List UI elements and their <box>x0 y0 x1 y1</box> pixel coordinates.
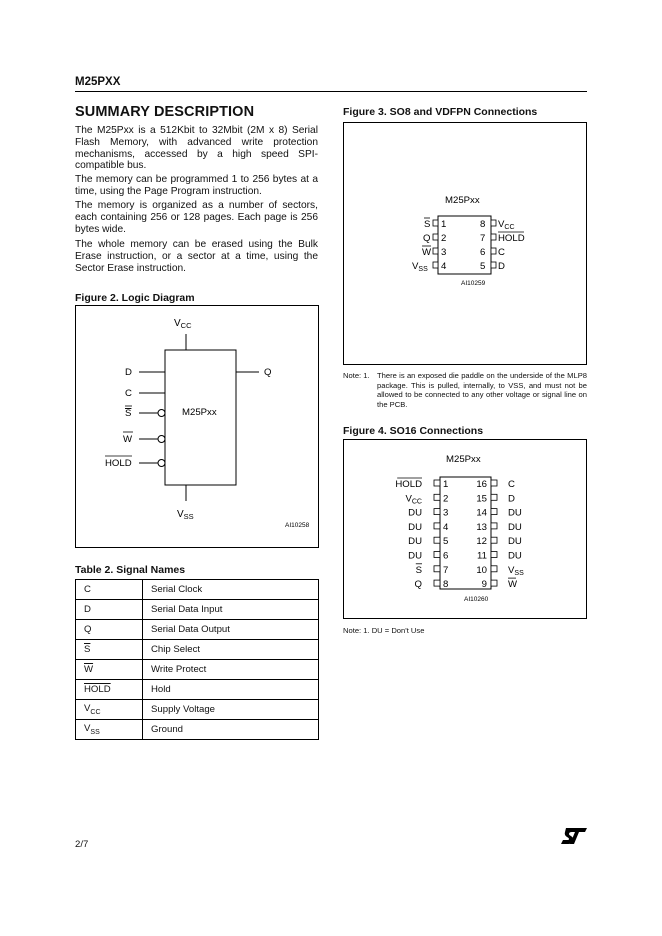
figure2-logic-diagram <box>75 305 319 548</box>
so16-left-pin-label: Q <box>414 579 422 591</box>
table2-caption: Table 2. Signal Names <box>75 564 186 576</box>
figure3-so8-diagram <box>343 122 587 365</box>
so8-pin5-pad <box>491 262 496 268</box>
so16-left-pin-label: DU <box>408 507 422 519</box>
summary-paragraph-1: The M25Pxx is a 512Kbit to 32Mbit (2M x 8) Serial Flash Memory, with advanced write protection mechanisms, accessed by a high speed SPI-compatible bus. <box>75 125 318 172</box>
so16-chip-label: M25Pxx <box>446 454 481 465</box>
so8-pin2-number: 2 <box>441 233 447 244</box>
signal-vcc-sub: CC <box>90 708 101 716</box>
logic-diagram-svg <box>76 306 320 549</box>
summary-paragraph-2: The memory can be programmed 1 to 256 bytes at a time, using the Page Program instruction. <box>75 174 318 197</box>
so16-right-pin-label: $V_{SS}$ <box>508 564 524 577</box>
so16-right-pin-number: 15 <box>476 493 487 505</box>
so16-left-pin-pad <box>434 494 440 500</box>
so16-left-pin-pad <box>434 523 440 529</box>
so8-pin3-pad <box>433 248 438 254</box>
summary-paragraph-4: The whole memory can be erased using the Bulk Erase instruction, or a sector at a time, using the Sector Erase instruction. <box>75 239 318 274</box>
so16-right-pin-number: 13 <box>476 521 487 533</box>
so8-pin2-pad <box>433 234 438 240</box>
input-d-label: D <box>125 367 132 378</box>
signal-vss-main: V <box>84 723 91 735</box>
vss-label: $V_{SS}$ <box>177 509 194 521</box>
so8-pin5-number: 5 <box>480 261 486 272</box>
so16-right-pin-label: DU <box>508 521 522 533</box>
hold-inversion-bubble <box>158 460 165 467</box>
so16-right-pin-pad <box>491 523 497 529</box>
signal-name-cell: Serial Data Input <box>143 600 319 620</box>
output-q-label: Q <box>264 367 272 378</box>
so8-pin6-label: C <box>498 247 505 258</box>
section-heading: SUMMARY DESCRIPTION <box>75 104 255 120</box>
table-row <box>76 620 319 640</box>
signal-w-overlined: $\overline{W}$ <box>84 664 94 675</box>
chip-label: M25Pxx <box>182 407 217 418</box>
signal-vcc-main: V <box>84 703 91 715</box>
so16-left-pin-number: 3 <box>443 507 449 519</box>
so16-left-pin-number: 5 <box>443 536 449 548</box>
figure3-code: AI10259 <box>461 280 486 287</box>
so16-right-pin-pad <box>491 580 497 586</box>
so16-right-pin-pad <box>491 537 497 543</box>
so8-pin3-number: 3 <box>441 247 447 258</box>
so8-pin6-number: 6 <box>480 247 486 258</box>
signal-cell: Q <box>76 620 143 640</box>
so16-right-pin-number: 9 <box>481 579 487 591</box>
signal-cell: C <box>76 580 143 600</box>
so16-left-pin-pad <box>434 509 440 515</box>
so16-right-pin-label: DU <box>508 507 522 519</box>
signal-name-cell: Write Protect <box>143 660 319 680</box>
so8-pin1-pad <box>433 220 438 226</box>
so16-right-pin-label: D <box>508 493 515 505</box>
table-row <box>76 640 319 660</box>
so16-right-pin-number: 11 <box>477 550 487 562</box>
signal-name-cell: Ground <box>143 720 319 740</box>
signal-cell <box>76 700 143 720</box>
so16-left-pin-label: DU <box>408 550 422 562</box>
so8-svg <box>344 123 588 366</box>
so16-left-pin-pad <box>434 552 440 558</box>
so8-pin7-pad <box>491 234 496 240</box>
signal-hold-overlined: HOLD <box>84 684 111 695</box>
so16-left-pin-pad <box>434 480 440 486</box>
table-row <box>76 660 319 680</box>
so16-right-pin-label: C <box>508 479 515 490</box>
so16-left-pin-pad <box>434 580 440 586</box>
so16-left-pin-label: HOLD <box>395 479 422 490</box>
so8-pin4-pad <box>433 262 438 268</box>
figure4-code: AI10260 <box>464 596 489 603</box>
so8-pin3-label: W <box>422 247 432 258</box>
input-s-label: S <box>125 408 132 419</box>
so16-right-pin-number: 10 <box>476 564 487 576</box>
so16-right-pin-pad <box>491 480 497 486</box>
so8-pin6-pad <box>491 248 496 254</box>
figure3-note-text: There is an exposed die paddle on the underside of the MLP8 package. This is pulled, internally, to VSS, and must not be allowed to be connected to any other voltage or signal line on the PCB. <box>377 371 587 409</box>
so8-pin7-number: 7 <box>480 233 486 244</box>
so8-pin2-label: Q <box>423 233 431 244</box>
so16-left-pin-number: 6 <box>443 550 449 562</box>
table-row <box>76 700 319 720</box>
so16-left-pin-number: 7 <box>443 564 449 576</box>
so16-left-pin-number: 1 <box>443 479 449 490</box>
so16-right-pin-label: DU <box>508 550 522 562</box>
signal-name-cell: Supply Voltage <box>143 700 319 720</box>
figure3-note-prefix: Note: 1. <box>343 371 370 380</box>
table-row <box>76 580 319 600</box>
so16-right-pin-pad <box>491 509 497 515</box>
so8-pin7-label: HOLD <box>498 233 525 244</box>
so16-right-pin-pad <box>491 494 497 500</box>
so16-right-pin-pad <box>491 566 497 572</box>
input-w-label: W <box>123 434 133 445</box>
so16-pins <box>395 478 524 590</box>
signal-cell <box>76 660 143 680</box>
figure2-code: AI10258 <box>285 522 310 529</box>
so16-left-pin-pad <box>434 566 440 572</box>
signal-name-cell: Serial Data Output <box>143 620 319 640</box>
input-c-label: C <box>125 388 132 399</box>
st-logo-icon <box>560 826 588 846</box>
signal-cell: D <box>76 600 143 620</box>
signal-cell <box>76 720 143 740</box>
figure2-caption: Figure 2. Logic Diagram <box>75 292 195 304</box>
so8-pin1-label: S <box>424 219 431 230</box>
so16-left-pin-number: 2 <box>443 493 449 505</box>
signal-vss-sub: SS <box>90 728 100 736</box>
so16-right-pin-number: 12 <box>476 536 487 548</box>
so8-pin8-number: 8 <box>480 219 486 230</box>
signal-name-cell: Chip Select <box>143 640 319 660</box>
table-row <box>76 600 319 620</box>
summary-paragraph-3: The memory is organized as a number of sectors, each containing 256 or 128 pages. Each page is 256 bytes wide. <box>75 200 318 235</box>
so16-left-pin-pad <box>434 537 440 543</box>
so16-right-pin-label: W <box>508 579 518 591</box>
table-row <box>76 720 319 740</box>
so8-chip-label: M25Pxx <box>445 195 480 206</box>
vcc-label: $V_{CC}$ <box>174 318 192 330</box>
so16-left-pin-label: $V_{CC}$ <box>405 493 422 506</box>
signal-name-cell: Serial Clock <box>143 580 319 600</box>
signal-name-cell: Hold <box>143 680 319 700</box>
so16-right-pin-pad <box>491 552 497 558</box>
document-header-title: M25PXX <box>75 76 121 88</box>
input-hold-label: HOLD <box>105 458 132 469</box>
so8-pin5-label: D <box>498 261 505 272</box>
table-row <box>76 680 319 700</box>
so8-pin1-number: 1 <box>441 219 447 230</box>
s-inversion-bubble <box>158 410 165 417</box>
signal-cell <box>76 640 143 660</box>
so16-left-pin-number: 4 <box>443 521 449 533</box>
header-rule <box>75 91 587 92</box>
signal-cell <box>76 680 143 700</box>
so8-pin8-label: $V_{CC}$ <box>498 219 515 231</box>
page-number: 2/7 <box>75 839 89 850</box>
so16-right-pin-label: DU <box>508 536 522 548</box>
figure4-note: Note: 1. DU = Don't Use <box>343 626 425 635</box>
so16-svg <box>344 440 588 620</box>
figure4-caption: Figure 4. SO16 Connections <box>343 425 484 437</box>
figure3-caption: Figure 3. SO8 and VDFPN Connections <box>343 106 538 118</box>
so8-pin4-number: 4 <box>441 261 447 272</box>
signal-s-overlined: $\overline{S}$ <box>84 644 91 655</box>
so16-left-pin-number: 8 <box>443 579 449 591</box>
so16-right-pin-number: 14 <box>476 507 487 519</box>
so16-left-pin-label: S <box>415 564 422 576</box>
signal-names-table <box>75 579 319 740</box>
w-inversion-bubble <box>158 436 165 443</box>
so16-right-pin-number: 16 <box>476 479 487 490</box>
figure4-so16-diagram <box>343 439 587 619</box>
so8-pin8-pad <box>491 220 496 226</box>
so16-left-pin-label: DU <box>408 536 422 548</box>
so16-left-pin-label: DU <box>408 521 422 533</box>
so8-pin4-label: $V_{SS}$ <box>412 261 428 273</box>
